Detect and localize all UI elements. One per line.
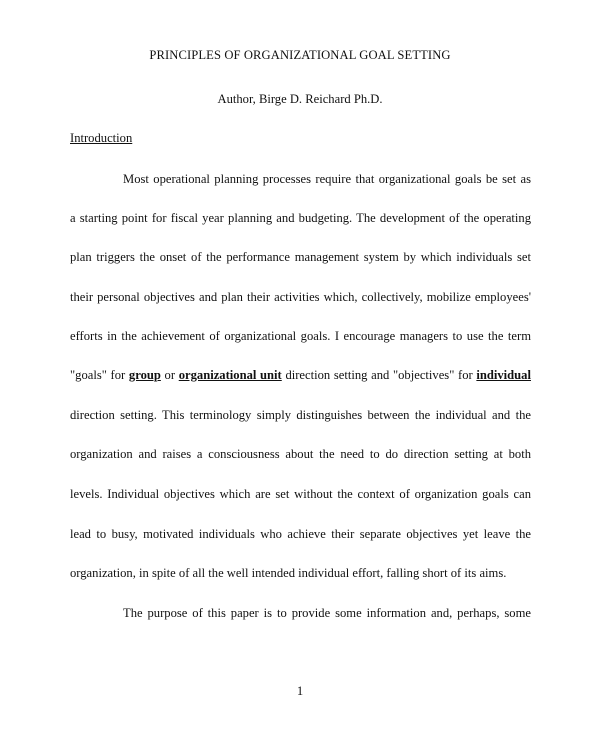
- paragraph-1-line-7: direction setting. This terminology simply distinguishes between the individual and the: [70, 408, 531, 422]
- paragraph-1-line-11: organization, in spite of all the well intended individual effort, falling short of its aims.: [70, 566, 507, 580]
- line-6-text-a: "goals" for: [70, 368, 129, 382]
- author-line: Author, Birge D. Reichard Ph.D.: [217, 92, 383, 106]
- paragraph-1-line-2: a starting point for fiscal year planning and budgeting. The development of the operating: [70, 211, 531, 225]
- paragraph-1-line-6: [70, 368, 531, 383]
- paragraph-1-line-9: levels. Individual objectives which are set without the context of organization goals can: [70, 487, 531, 501]
- paragraph-1-line-5: efforts in the achievement of organizational goals. I encourage managers to use the term: [70, 329, 531, 343]
- paragraph-1-line-3: plan triggers the onset of the performance management system by which individuals set: [70, 250, 531, 264]
- page-number: 1: [296, 684, 304, 698]
- emphasis-group: group: [128, 368, 161, 382]
- line-6-text-b: or: [160, 368, 179, 382]
- emphasis-individual: individual: [476, 368, 531, 382]
- paragraph-1-line-4: their personal objectives and plan their activities which, collectively, mobilize employees': [70, 290, 531, 304]
- section-heading: Introduction: [70, 131, 133, 145]
- paragraph-2-line-1: The purpose of this paper is to provide some information and, perhaps, some: [123, 606, 531, 620]
- paragraph-1-line-1: Most operational planning processes require that organizational goals be set as: [123, 172, 531, 186]
- paragraph-1-line-10: lead to busy, motivated individuals who achieve their separate objectives yet leave the: [70, 527, 531, 541]
- line-6-text-c: direction setting and "objectives" for: [281, 368, 477, 382]
- emphasis-organizational-unit: organizational unit: [178, 368, 282, 382]
- document-title: PRINCIPLES OF ORGANIZATIONAL GOAL SETTING: [149, 48, 451, 62]
- paragraph-1-line-8: organization and raises a consciousness about the need to do direction setting at both: [70, 447, 531, 461]
